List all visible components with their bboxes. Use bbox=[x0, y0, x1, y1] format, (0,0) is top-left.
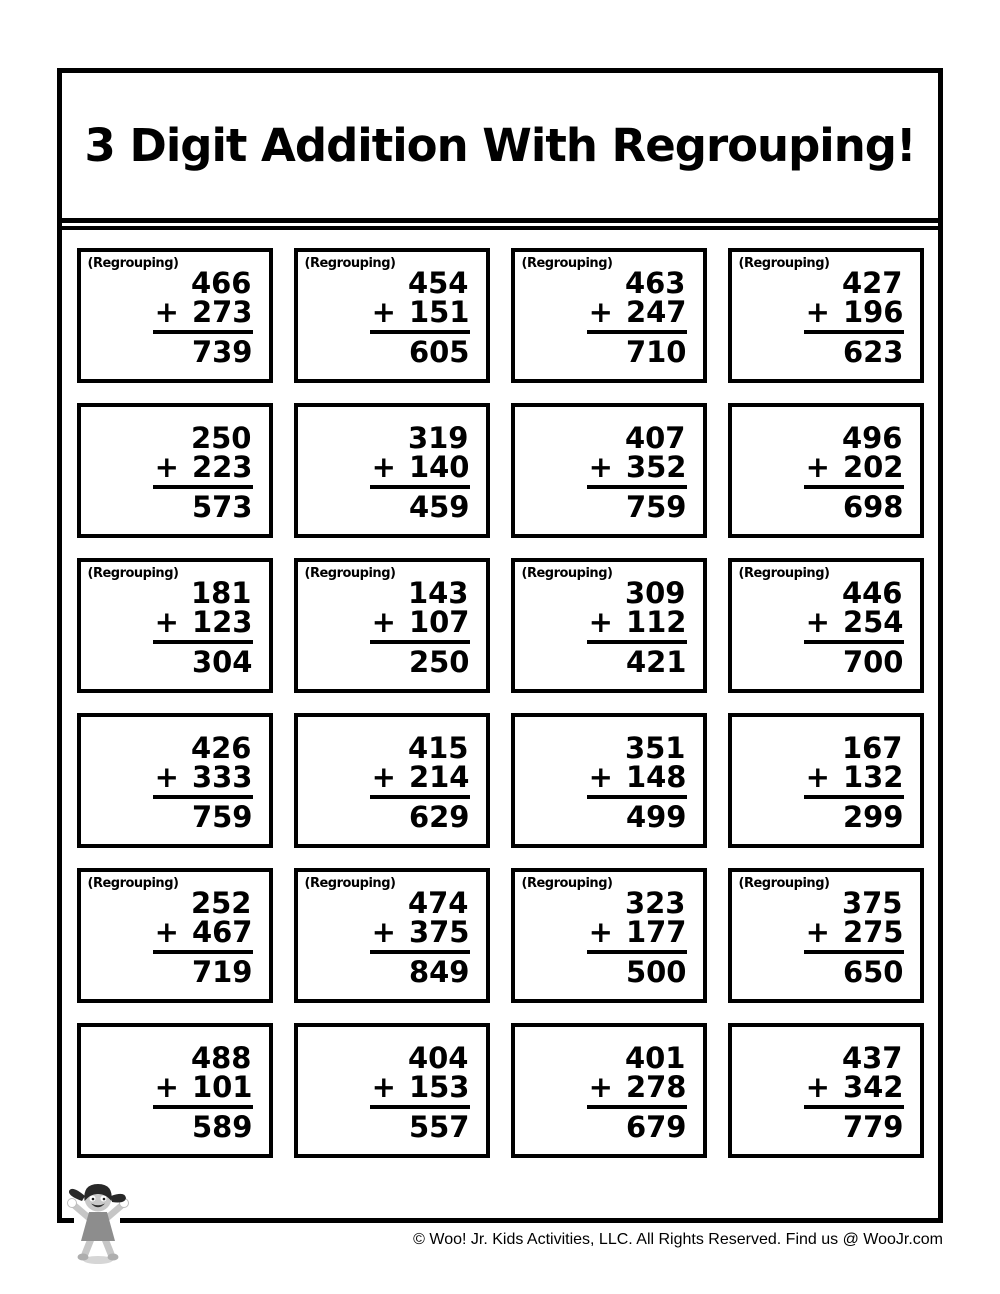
regrouping-label: (Regrouping) bbox=[738, 566, 830, 581]
addition-problem bbox=[370, 1041, 470, 1144]
addend-1: 401 bbox=[624, 1041, 686, 1075]
sum-value: 250 bbox=[408, 645, 470, 679]
plus-icon: + bbox=[154, 915, 179, 949]
addition-problem bbox=[804, 421, 904, 524]
addend-2-row bbox=[587, 760, 687, 799]
title-band bbox=[62, 73, 938, 223]
regrouping-label: (Regrouping) bbox=[521, 256, 613, 271]
problem-box bbox=[294, 713, 490, 848]
plus-icon: + bbox=[371, 450, 396, 484]
plus-icon: + bbox=[371, 915, 396, 949]
regrouping-label: (Regrouping) bbox=[87, 256, 179, 271]
addend-1: 488 bbox=[190, 1041, 252, 1075]
addend-1: 437 bbox=[841, 1041, 903, 1075]
addend-2-row bbox=[587, 450, 687, 489]
addend-1: 415 bbox=[407, 731, 469, 765]
addition-problem bbox=[153, 1041, 253, 1144]
addend-2-row bbox=[370, 605, 470, 644]
addend-2: 177 bbox=[625, 915, 687, 949]
addend-2-row bbox=[804, 1070, 904, 1109]
addend-2-row bbox=[804, 605, 904, 644]
plus-icon: + bbox=[154, 760, 179, 794]
addition-problem bbox=[370, 421, 470, 524]
problem-box bbox=[294, 403, 490, 538]
addend-1: 167 bbox=[841, 731, 903, 765]
sum-value: 700 bbox=[842, 645, 904, 679]
regrouping-label: (Regrouping) bbox=[304, 256, 396, 271]
addend-2-row bbox=[804, 760, 904, 799]
sum-value: 500 bbox=[625, 955, 687, 989]
problems-grid bbox=[62, 230, 938, 1158]
regrouping-label: (Regrouping) bbox=[521, 876, 613, 891]
addend-2-row bbox=[153, 760, 253, 799]
problem-box bbox=[728, 1023, 924, 1158]
addend-1: 466 bbox=[190, 266, 252, 300]
problem-box bbox=[77, 403, 273, 538]
addend-1: 426 bbox=[190, 731, 252, 765]
addend-2-row bbox=[153, 915, 253, 954]
addend-2-row bbox=[153, 450, 253, 489]
problem-box bbox=[511, 1023, 707, 1158]
addend-1: 309 bbox=[624, 576, 686, 610]
sum-value: 304 bbox=[191, 645, 253, 679]
problem-box bbox=[728, 403, 924, 538]
addition-problem bbox=[370, 886, 470, 989]
addend-1: 474 bbox=[407, 886, 469, 920]
addend-2: 214 bbox=[408, 760, 470, 794]
addition-problem bbox=[153, 266, 253, 369]
sum-value: 698 bbox=[842, 490, 904, 524]
regrouping-label: (Regrouping) bbox=[304, 876, 396, 891]
addition-problem bbox=[153, 576, 253, 679]
addition-problem bbox=[804, 266, 904, 369]
problem-box bbox=[728, 248, 924, 383]
addend-2: 375 bbox=[408, 915, 470, 949]
copyright-text: © Woo! Jr. Kids Activities, LLC. All Rights Reserved. Find us @ WooJr.com bbox=[413, 1231, 943, 1248]
plus-icon: + bbox=[154, 605, 179, 639]
addend-2: 352 bbox=[625, 450, 687, 484]
problem-box bbox=[294, 1023, 490, 1158]
addend-2: 342 bbox=[842, 1070, 904, 1104]
addend-2-row bbox=[804, 915, 904, 954]
problem-box bbox=[511, 248, 707, 383]
addend-2-row bbox=[804, 295, 904, 334]
plus-icon: + bbox=[371, 295, 396, 329]
problem-box bbox=[511, 713, 707, 848]
sum-value: 679 bbox=[625, 1110, 687, 1144]
addend-1: 404 bbox=[407, 1041, 469, 1075]
addend-2: 153 bbox=[408, 1070, 470, 1104]
addend-2: 223 bbox=[191, 450, 253, 484]
addend-2-row bbox=[370, 295, 470, 334]
addend-2-row bbox=[587, 605, 687, 644]
addend-2: 467 bbox=[191, 915, 253, 949]
addend-1: 250 bbox=[190, 421, 252, 455]
plus-icon: + bbox=[371, 605, 396, 639]
plus-icon: + bbox=[805, 1070, 830, 1104]
addend-1: 143 bbox=[407, 576, 469, 610]
addend-2-row bbox=[370, 1070, 470, 1109]
regrouping-label: (Regrouping) bbox=[87, 876, 179, 891]
addend-2: 196 bbox=[842, 295, 904, 329]
addition-problem bbox=[587, 266, 687, 369]
addend-1: 252 bbox=[190, 886, 252, 920]
girl-mascot-icon bbox=[62, 1181, 134, 1265]
addend-1: 181 bbox=[190, 576, 252, 610]
addend-2: 101 bbox=[191, 1070, 253, 1104]
sum-value: 605 bbox=[408, 335, 470, 369]
sum-value: 629 bbox=[408, 800, 470, 834]
addend-2: 112 bbox=[625, 605, 687, 639]
addend-2: 333 bbox=[191, 760, 253, 794]
sum-value: 459 bbox=[408, 490, 470, 524]
addend-2-row bbox=[587, 295, 687, 334]
problem-box bbox=[728, 713, 924, 848]
addend-1: 319 bbox=[407, 421, 469, 455]
plus-icon: + bbox=[154, 1070, 179, 1104]
addend-2: 278 bbox=[625, 1070, 687, 1104]
addend-1: 351 bbox=[624, 731, 686, 765]
plus-icon: + bbox=[588, 1070, 613, 1104]
addend-2-row bbox=[587, 915, 687, 954]
problem-box bbox=[77, 1023, 273, 1158]
addition-problem bbox=[804, 576, 904, 679]
problem-box bbox=[511, 403, 707, 538]
problem-box bbox=[294, 248, 490, 383]
sum-value: 759 bbox=[625, 490, 687, 524]
plus-icon: + bbox=[805, 295, 830, 329]
addend-2: 140 bbox=[408, 450, 470, 484]
plus-icon: + bbox=[805, 915, 830, 949]
addend-2-row bbox=[153, 295, 253, 334]
addition-problem bbox=[370, 731, 470, 834]
addend-2: 107 bbox=[408, 605, 470, 639]
problem-box bbox=[294, 868, 490, 1003]
addend-2-row bbox=[587, 1070, 687, 1109]
addend-2: 202 bbox=[842, 450, 904, 484]
addition-problem bbox=[153, 886, 253, 989]
regrouping-label: (Regrouping) bbox=[304, 566, 396, 581]
addend-1: 463 bbox=[624, 266, 686, 300]
addend-1: 407 bbox=[624, 421, 686, 455]
sum-value: 719 bbox=[191, 955, 253, 989]
addend-2-row bbox=[370, 450, 470, 489]
plus-icon: + bbox=[154, 450, 179, 484]
plus-icon: + bbox=[588, 450, 613, 484]
problem-box bbox=[77, 868, 273, 1003]
plus-icon: + bbox=[588, 605, 613, 639]
addend-1: 446 bbox=[841, 576, 903, 610]
addend-1: 454 bbox=[407, 266, 469, 300]
addend-2-row bbox=[153, 605, 253, 644]
addition-problem bbox=[370, 576, 470, 679]
sum-value: 299 bbox=[842, 800, 904, 834]
addend-2-row bbox=[153, 1070, 253, 1109]
addend-2: 148 bbox=[625, 760, 687, 794]
addend-1: 496 bbox=[841, 421, 903, 455]
addend-2: 275 bbox=[842, 915, 904, 949]
regrouping-label: (Regrouping) bbox=[87, 566, 179, 581]
regrouping-label: (Regrouping) bbox=[738, 876, 830, 891]
plus-icon: + bbox=[588, 915, 613, 949]
regrouping-label: (Regrouping) bbox=[521, 566, 613, 581]
regrouping-label: (Regrouping) bbox=[738, 256, 830, 271]
worksheet-title: 3 Digit Addition With Regrouping! bbox=[84, 119, 916, 172]
worksheet-frame bbox=[57, 68, 943, 1223]
sum-value: 623 bbox=[842, 335, 904, 369]
addend-2: 123 bbox=[191, 605, 253, 639]
plus-icon: + bbox=[805, 450, 830, 484]
addend-2-row bbox=[370, 915, 470, 954]
sum-value: 759 bbox=[191, 800, 253, 834]
sum-value: 557 bbox=[408, 1110, 470, 1144]
addend-2-row bbox=[804, 450, 904, 489]
addend-1: 427 bbox=[841, 266, 903, 300]
problem-box bbox=[77, 558, 273, 693]
addend-2: 151 bbox=[408, 295, 470, 329]
plus-icon: + bbox=[371, 760, 396, 794]
addition-problem bbox=[804, 1041, 904, 1144]
sum-value: 849 bbox=[408, 955, 470, 989]
addition-problem bbox=[587, 421, 687, 524]
addend-1: 323 bbox=[624, 886, 686, 920]
sum-value: 589 bbox=[191, 1110, 253, 1144]
plus-icon: + bbox=[588, 760, 613, 794]
addition-problem bbox=[153, 421, 253, 524]
addition-problem bbox=[370, 266, 470, 369]
sum-value: 499 bbox=[625, 800, 687, 834]
sum-value: 421 bbox=[625, 645, 687, 679]
addend-2-row bbox=[370, 760, 470, 799]
addend-1: 375 bbox=[841, 886, 903, 920]
addition-problem bbox=[804, 886, 904, 989]
problem-box bbox=[728, 868, 924, 1003]
addend-2: 254 bbox=[842, 605, 904, 639]
plus-icon: + bbox=[154, 295, 179, 329]
problem-box bbox=[294, 558, 490, 693]
problem-box bbox=[728, 558, 924, 693]
problem-box bbox=[77, 248, 273, 383]
addition-problem bbox=[153, 731, 253, 834]
sum-value: 573 bbox=[191, 490, 253, 524]
plus-icon: + bbox=[588, 295, 613, 329]
addition-problem bbox=[587, 576, 687, 679]
problem-box bbox=[77, 713, 273, 848]
sum-value: 710 bbox=[625, 335, 687, 369]
plus-icon: + bbox=[805, 760, 830, 794]
plus-icon: + bbox=[371, 1070, 396, 1104]
sum-value: 739 bbox=[191, 335, 253, 369]
addition-problem bbox=[587, 731, 687, 834]
addend-2: 273 bbox=[191, 295, 253, 329]
addition-problem bbox=[587, 886, 687, 989]
plus-icon: + bbox=[805, 605, 830, 639]
sum-value: 650 bbox=[842, 955, 904, 989]
addition-problem bbox=[804, 731, 904, 834]
addend-2: 247 bbox=[625, 295, 687, 329]
problem-box bbox=[511, 868, 707, 1003]
addition-problem bbox=[587, 1041, 687, 1144]
addend-2: 132 bbox=[842, 760, 904, 794]
problem-box bbox=[511, 558, 707, 693]
sum-value: 779 bbox=[842, 1110, 904, 1144]
